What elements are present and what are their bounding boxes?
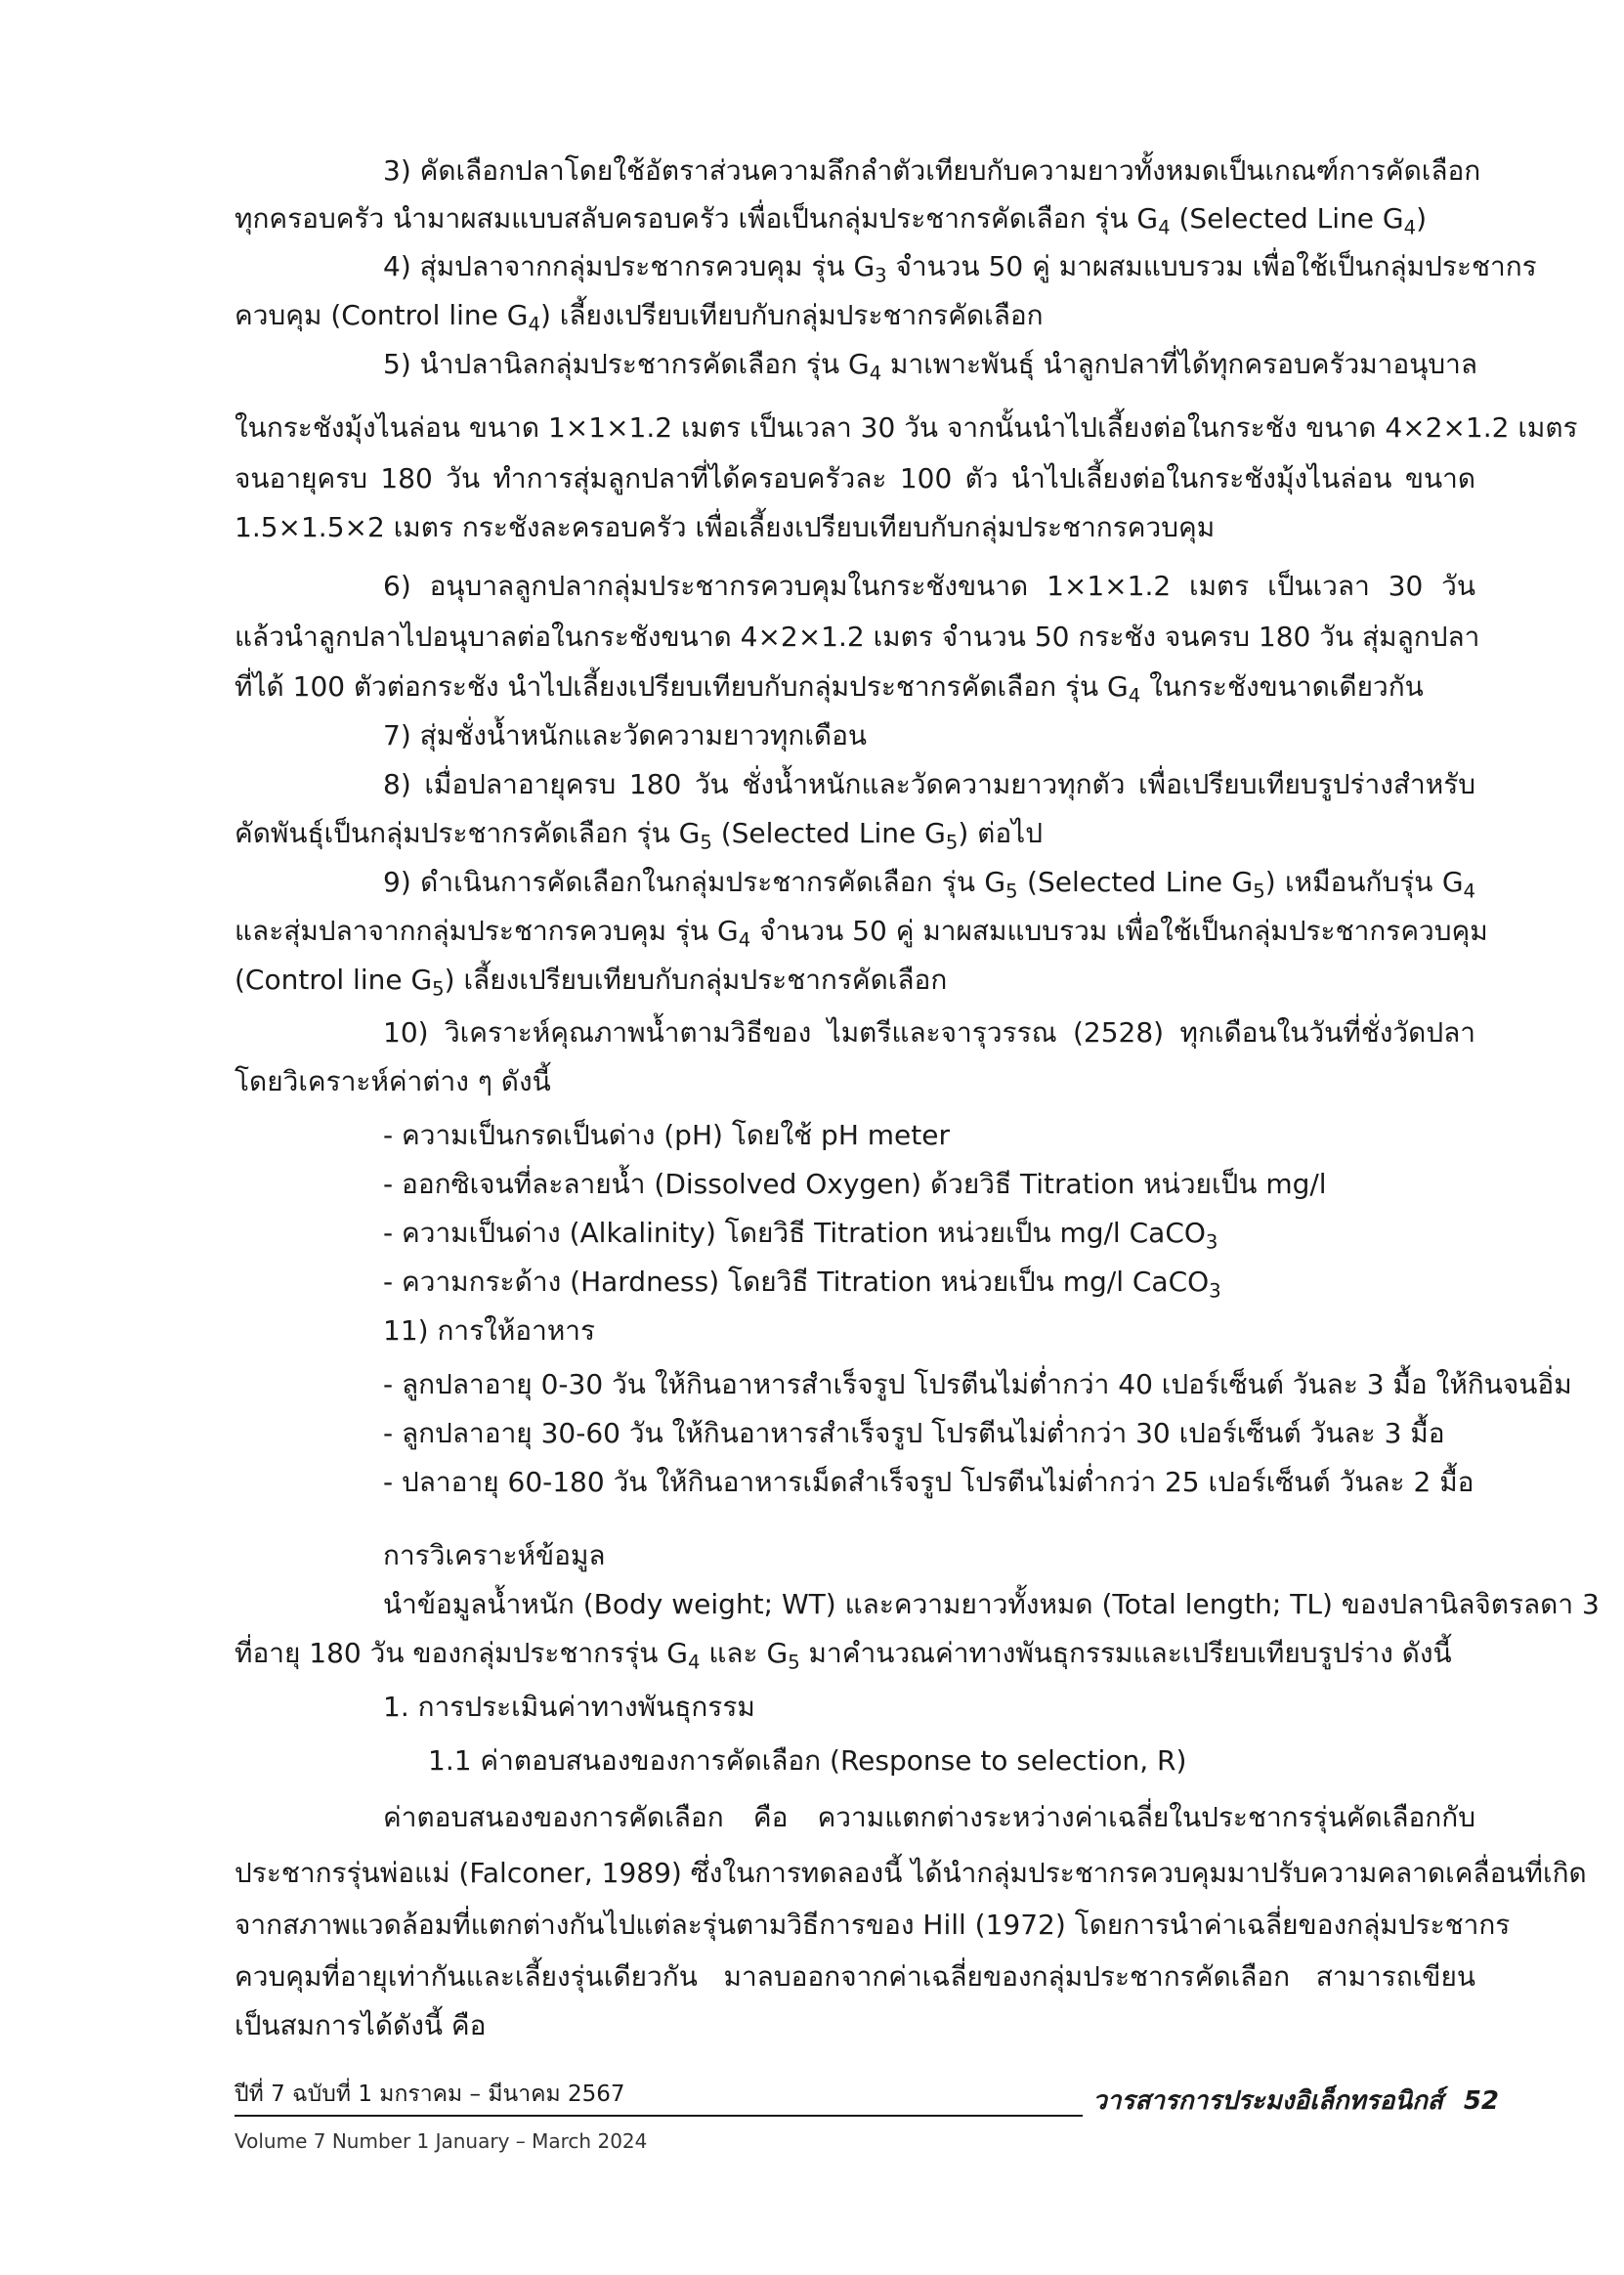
- response-line-1: ค่าตอบสนองของการคัดเลือก คือ ความแตกต่างระหว่างค่าเฉลี่ยในประชากรรุ่นคัดเลือกกับ: [383, 1801, 1475, 1833]
- bullet-dissolved-oxygen: - ออกซิเจนที่ละลายน้ำ (Dissolved Oxygen) ด้วยวิธี Titration หน่วยเป็น mg/l: [383, 1168, 1327, 1200]
- footer-journal-title: วารสารการประมงอิเล็กทรอนิกส์: [1092, 2086, 1443, 2116]
- bullet-feed-0-30: - ลูกปลาอายุ 0-30 วัน ให้กินอาหารสำเร็จรูป โปรตีนไม่ต่ำกว่า 40 เปอร์เซ็นต์ วันละ 3 มื้อ ให้กินจนอิ่ม: [383, 1368, 1572, 1400]
- response-line-5: เป็นสมการได้ดังนี้ คือ: [235, 2009, 487, 2041]
- item-4-line-1: 4) สุ่มปลาจากกลุ่มประชากรควบคุม รุ่น $G_3$ จำนวน 50 คู่ มาผสมแบบรวม เพื่อใช้เป็นกลุ่มประชากร: [383, 250, 1537, 287]
- response-line-4: ควบคุมที่อายุเท่ากันและเลี้ยงรุ่นเดียวกัน มาลบออกจากค่าเฉลี่ยของกลุ่มประชากรคัดเลือก สามารถเขียน: [235, 1960, 1475, 1993]
- item-5-line-4: 1.5×1.5×2 เมตร กระชังละครอบครัว เพื่อเลี้ยงเปรียบเทียบกับกลุ่มประชากรควบคุม: [235, 511, 1216, 543]
- analysis-line-2: ที่อายุ 180 วัน ของกลุ่มประชากรรุ่น $G_4$ และ $G_5$ มาคำนวณค่าทางพันธุกรรมและเปรียบเทียบรูปร่าง ดังนี้: [235, 1637, 1452, 1674]
- analysis-line-1: นำข้อมูลน้ำหนัก (Body weight; WT) และความยาวทั้งหมด (Total length; TL) ของปลานิลจิตรลดา 3: [383, 1588, 1600, 1620]
- bullet-alkalinity: - ความเป็นด่าง (Alkalinity) โดยวิธี Titration หน่วยเป็น mg/l CaCO$_3$: [383, 1217, 1218, 1254]
- item-6-line-1: 6) อนุบาลลูกปลากลุ่มประชากรควบคุมในกระชังขนาด 1×1×1.2 เมตร เป็นเวลา 30 วัน: [383, 570, 1475, 602]
- bullet-feed-30-60: - ลูกปลาอายุ 30-60 วัน ให้กินอาหารสำเร็จรูป โปรตีนไม่ต่ำกว่า 30 เปอร์เซ็นต์ วันละ 3 มื้อ: [383, 1417, 1445, 1449]
- item-7-line-1: 7) สุ่มชั่งน้ำหนักและวัดความยาวทุกเดือน: [383, 719, 868, 751]
- item-9-line-1: 9) ดำเนินการคัดเลือกในกลุ่มประชากรคัดเลือก รุ่น $G_5$ (Selected Line $G_5$) เหมือนกับรุ่น $G_4$: [383, 866, 1475, 903]
- response-line-2: ประชากรรุ่นพ่อแม่ (Falconer, 1989) ซึ่งในการทดลองนี้ ได้นำกลุ่มประชากรควบคุมมาปรับความคลาดเคลื่อนที่เกิด: [235, 1857, 1587, 1889]
- footer-rule: [235, 2115, 1083, 2117]
- item-3-line-2: ทุกครอบครัว นำมาผสมแบบสลับครอบครัว เพื่อเป็นกลุ่มประชากรคัดเลือก รุ่น $G_4$ (Selected Line $G_4$): [235, 202, 1428, 239]
- bullet-feed-60-180: - ปลาอายุ 60-180 วัน ให้กินอาหารเม็ดสำเร็จรูป โปรตีนไม่ต่ำกว่า 25 เปอร์เซ็นต์ วันละ 2 มื้อ: [383, 1466, 1474, 1498]
- item-5-line-1: 5) นำปลานิลกลุ่มประชากรคัดเลือก รุ่น $G_4$ มาเพาะพันธุ์ นำลูกปลาที่ได้ทุกครอบครัวมาอนุบาล: [383, 348, 1478, 385]
- item-11-line-1: 11) การให้อาหาร: [383, 1314, 596, 1347]
- item-6-line-3: ที่ได้ 100 ตัวต่อกระชัง นำไปเลี้ยงเปรียบเทียบกับกลุ่มประชากรคัดเลือก รุ่น $G_4$ ในกระชังขนาดเดียวกัน: [235, 670, 1424, 708]
- item-5-line-3: จนอายุครบ 180 วัน ทำการสุ่มลูกปลาที่ได้ครอบครัวละ 100 ตัว นำไปเลี้ยงต่อในกระชังมุ้งไนล่อน ขนาด: [235, 462, 1475, 494]
- section-heading-data-analysis: การวิเคราะห์ข้อมูล: [383, 1539, 606, 1571]
- item-5-line-2: ในกระชังมุ้งไนล่อน ขนาด 1×1×1.2 เมตร เป็นเวลา 30 วัน จากนั้นนำไปเลี้ยงต่อในกระชัง ขนาด 4×2×1.2 เมตร: [235, 411, 1578, 444]
- item-8-line-1: 8) เมื่อปลาอายุครบ 180 วัน ชั่งน้ำหนักและวัดความยาวทุกตัว เพื่อเปรียบเทียบรูปร่างสำหรับ: [383, 768, 1475, 800]
- item-10-line-1: 10) วิเคราะห์คุณภาพน้ำตามวิธีของ ไมตรีและจารุวรรณ (2528) ทุกเดือนในวันที่ชั่งวัดปลา: [383, 1016, 1475, 1049]
- bullet-ph: - ความเป็นกรดเป็นด่าง (pH) โดยใช้ pH meter: [383, 1119, 950, 1151]
- footer-page-number: 52: [1463, 2086, 1499, 2116]
- item-9-line-3: (Control line $G_5$) เลี้ยงเปรียบเทียบกับกลุ่มประชากรคัดเลือก: [235, 964, 948, 1001]
- item-6-line-2: แล้วนำลูกปลาไปอนุบาลต่อในกระชังขนาด 4×2×1.2 เมตร จำนวน 50 กระชัง จนครบ 180 วัน สุ่มลูกปลา: [235, 621, 1480, 653]
- item-8-line-2: คัดพันธุ์เป็นกลุ่มประชากรคัดเลือก รุ่น $G_5$ (Selected Line $G_5$) ต่อไป: [235, 817, 1044, 854]
- item-3-line-1: 3) คัดเลือกปลาโดยใช้อัตราส่วนความลึกลำตัวเทียบกับความยาวทั้งหมดเป็นเกณฑ์การคัดเลือก: [383, 154, 1481, 187]
- bullet-hardness: - ความกระด้าง (Hardness) โดยวิธี Titration หน่วยเป็น mg/l CaCO$_3$: [383, 1266, 1221, 1303]
- subsection-heading-response-to-selection: 1.1 ค่าตอบสนองของการคัดเลือก (Response to selection, R): [428, 1744, 1187, 1777]
- footer-journal: [1092, 2082, 1499, 2121]
- footer-issue-thai: ปีที่ 7 ฉบับที่ 1 มกราคม – มีนาคม 2567: [235, 2082, 625, 2107]
- item-9-line-2: และสุ่มปลาจากกลุ่มประชากรควบคุม รุ่น $G_4$ จำนวน 50 คู่ มาผสมแบบรวม เพื่อใช้เป็นกลุ่มประชากรควบคุม: [235, 915, 1488, 952]
- response-line-3: จากสภาพแวดล้อมที่แตกต่างกันไปแต่ละรุ่นตามวิธีการของ Hill (1972) โดยการนำค่าเฉลี่ยของกลุ่มประชากร: [235, 1909, 1511, 1941]
- item-4-line-2: ควบคุม (Control line $G_4$) เลี้ยงเปรียบเทียบกับกลุ่มประชากรคัดเลือก: [235, 299, 1044, 336]
- item-10-line-2: โดยวิเคราะห์ค่าต่าง ๆ ดังนี้: [235, 1065, 551, 1097]
- subsection-heading-genetic-evaluation: 1. การประเมินค่าทางพันธุกรรม: [383, 1691, 755, 1723]
- footer-issue-english: Volume 7 Number 1 January – March 2024: [235, 2129, 648, 2153]
